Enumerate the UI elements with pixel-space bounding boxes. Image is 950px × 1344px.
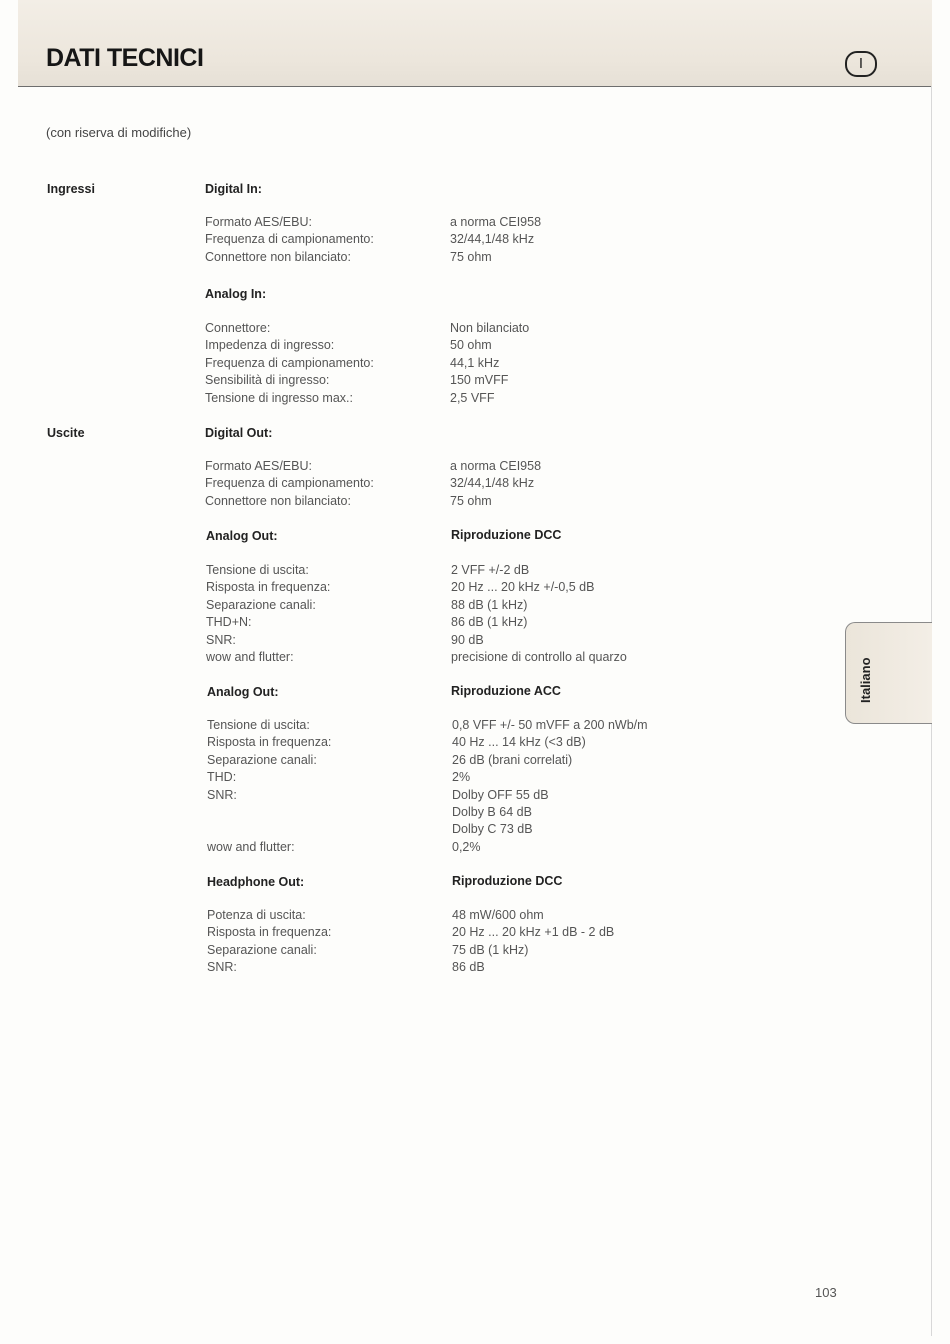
spec-value: 32/44,1/48 kHz <box>450 232 535 247</box>
headphone-out-labels <box>207 907 331 977</box>
analog-out-dcc-labels <box>206 562 330 666</box>
analog-out-dcc-values <box>451 562 627 666</box>
spec-value: 86 dB (1 kHz) <box>451 615 528 630</box>
headphone-out-title: Headphone Out: <box>207 875 305 889</box>
spec-label: Risposta in frequenza: <box>207 735 332 750</box>
section-label-ingressi: Ingressi <box>47 182 95 196</box>
digital-in-labels <box>205 214 374 266</box>
spec-label: Separazione canali: <box>206 597 316 612</box>
spec-value: Non bilanciato <box>450 321 530 335</box>
spec-label: Tensione di uscita: <box>207 718 310 732</box>
spec-label: Separazione canali: <box>207 942 317 957</box>
spec-label-blank <box>207 804 331 821</box>
spec-label: Frequenza di campionamento: <box>205 476 374 491</box>
page-title: DATI TECNICI <box>46 44 204 72</box>
spec-label: Connettore: <box>205 321 271 335</box>
spec-label: Sensibilità di ingresso: <box>205 373 330 388</box>
analog-in-title: Analog In: <box>205 287 267 301</box>
spec-label: Impedenza di ingresso: <box>205 338 335 353</box>
spec-value: 0,2% <box>452 839 481 854</box>
digital-in-values <box>450 214 541 266</box>
spec-value: 88 dB (1 kHz) <box>451 597 528 612</box>
analog-out-acc-title: Analog Out: <box>207 685 279 699</box>
spec-value: 75 dB (1 kHz) <box>452 942 529 957</box>
spec-value: 86 dB <box>452 960 485 975</box>
analog-out-acc-labels <box>207 717 331 856</box>
analog-out-dcc-mode: Riproduzione DCC <box>451 528 562 542</box>
spec-value: 48 mW/600 ohm <box>452 908 544 922</box>
spec-value: 75 ohm <box>450 249 492 264</box>
disclaimer-note: (con riserva di modifiche) <box>46 125 192 140</box>
spec-value: 2,5 VFF <box>450 390 495 405</box>
analog-out-acc-mode: Riproduzione ACC <box>451 684 561 698</box>
spec-label: Tensione di ingresso max.: <box>205 390 353 405</box>
analog-in-labels <box>205 320 374 407</box>
page-number: 103 <box>815 1285 837 1300</box>
spec-label: Connettore non bilanciato: <box>205 249 351 264</box>
language-side-tab-label: Italiano <box>858 657 873 703</box>
spec-label: Connettore non bilanciato: <box>205 493 351 508</box>
spec-label: Separazione canali: <box>207 752 317 767</box>
spec-label: Risposta in frequenza: <box>207 925 332 940</box>
headphone-out-mode: Riproduzione DCC <box>452 874 563 888</box>
spec-label: Formato AES/EBU: <box>205 215 312 229</box>
spec-label: Frequenza di campionamento: <box>205 355 374 370</box>
digital-out-values <box>450 458 541 510</box>
section-label-uscite: Uscite <box>47 426 85 440</box>
language-side-tab <box>845 622 932 724</box>
spec-value: a norma CEI958 <box>450 459 542 473</box>
spec-value: 20 Hz ... 20 kHz +/-0,5 dB <box>451 580 595 595</box>
spec-value: 90 dB <box>451 632 484 647</box>
spec-value: a norma CEI958 <box>450 215 542 229</box>
spec-value: Dolby B 64 dB <box>452 804 532 819</box>
spec-value: Dolby C 73 dB <box>452 822 533 837</box>
spec-label-blank <box>207 821 331 838</box>
spec-label: Frequenza di campionamento: <box>205 232 374 247</box>
spec-value: precisione di controllo al quarzo <box>451 649 627 664</box>
digital-in-title: Digital In: <box>205 182 262 196</box>
digital-out-title: Digital Out: <box>205 426 273 440</box>
digital-out-labels <box>205 458 374 510</box>
spec-value: 40 Hz ... 14 kHz (<3 dB) <box>452 735 586 750</box>
language-badge: I <box>845 51 877 77</box>
spec-label: wow and flutter: <box>207 839 295 854</box>
spec-label: THD: <box>207 770 237 785</box>
spec-label: THD+N: <box>206 615 252 630</box>
spec-label: Formato AES/EBU: <box>205 459 312 473</box>
spec-value: 2 VFF +/-2 dB <box>451 563 530 577</box>
spec-value: 20 Hz ... 20 kHz +1 dB - 2 dB <box>452 925 615 940</box>
spec-label: SNR: <box>206 632 236 647</box>
spec-value: 32/44,1/48 kHz <box>450 476 535 491</box>
spec-value: 50 ohm <box>450 338 492 353</box>
spec-label: SNR: <box>207 960 237 975</box>
analog-in-values <box>450 320 529 407</box>
analog-out-acc-values <box>452 717 648 856</box>
spec-value: Dolby OFF 55 dB <box>452 787 549 802</box>
spec-value: 44,1 kHz <box>450 355 500 370</box>
spec-value: 0,8 VFF +/- 50 mVFF a 200 nWb/m <box>452 718 648 732</box>
spec-value: 75 ohm <box>450 493 492 508</box>
spec-label: SNR: <box>207 787 237 802</box>
spec-value: 2% <box>452 770 471 785</box>
spec-label: wow and flutter: <box>206 649 294 664</box>
spec-label: Risposta in frequenza: <box>206 580 331 595</box>
spec-label: Tensione di uscita: <box>206 563 309 577</box>
spec-label: Potenza di uscita: <box>207 908 306 922</box>
headphone-out-values <box>452 907 614 977</box>
analog-out-dcc-title: Analog Out: <box>206 529 278 543</box>
spec-value: 150 mVFF <box>450 373 509 388</box>
spec-value: 26 dB (brani correlati) <box>452 752 573 767</box>
